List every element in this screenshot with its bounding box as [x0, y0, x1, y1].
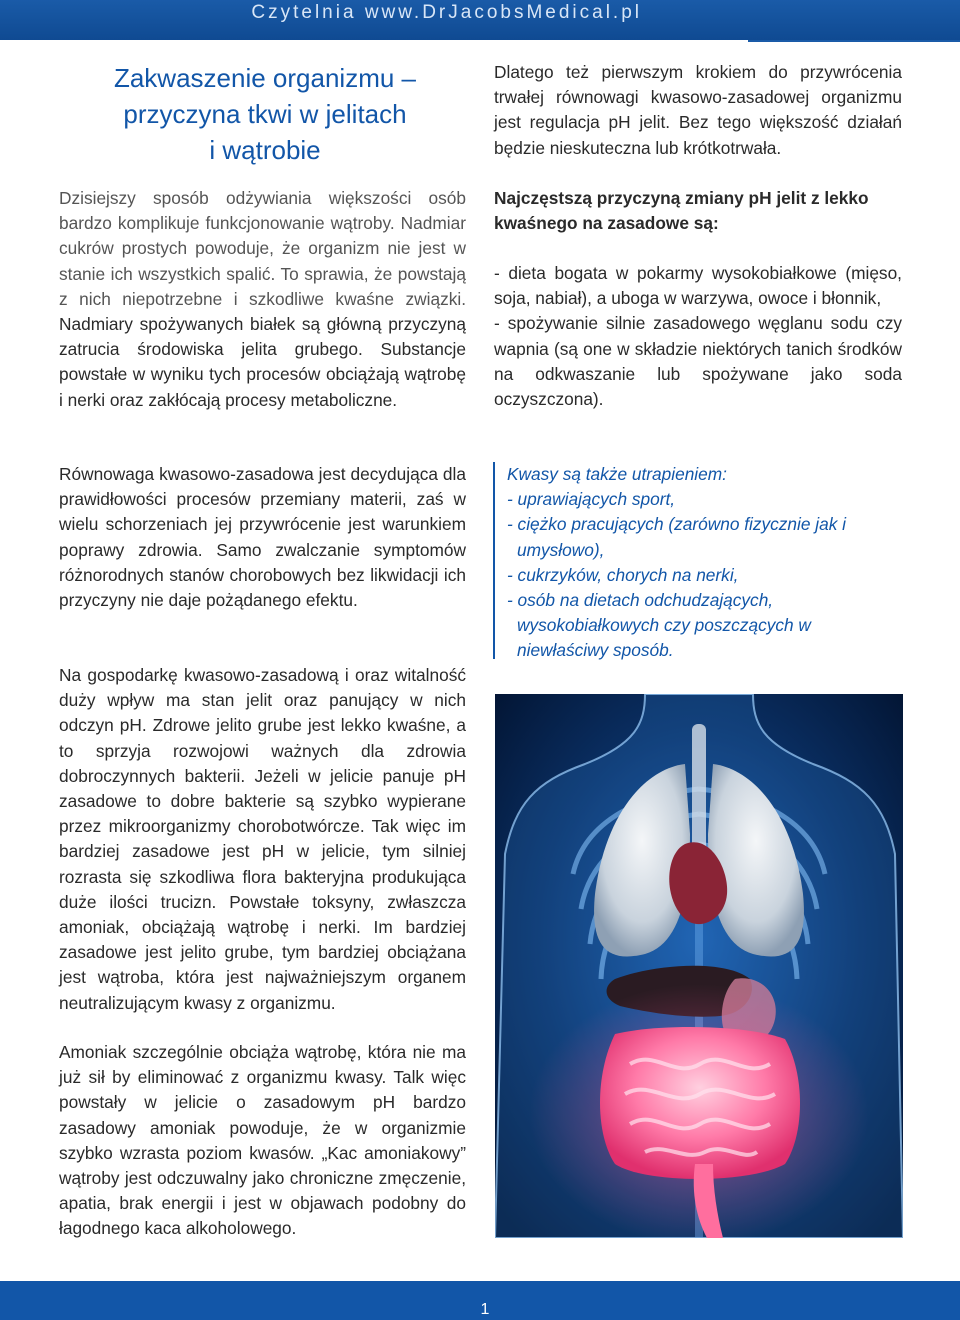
- title-line-2: przyczyna tkwi w jelitach: [123, 99, 407, 129]
- list-item: - dieta bogata w pokarmy wysokobiałkowe (mięso, soja, nabiał), a uboga w warzywa, owoce i błonnik,: [494, 263, 902, 309]
- site-url[interactable]: Czytelnia www.DrJacobsMedical.pl: [251, 2, 642, 23]
- first-step-paragraph: Dlatego też pierwszym krokiem do przywrócenia trwałej równowagi kwasowo-zasadowej organizmu jest regulacja pH jelit. Bez tego większość działań będzie nieskuteczna lub krótkotrwała.: [494, 62, 902, 158]
- page-number: 1: [480, 1301, 490, 1318]
- header-divider: [748, 40, 960, 42]
- list-item: - ciężko pracujących (zarówno fizycznie jak i umysłowo),: [507, 514, 847, 560]
- intro-paragraph-part-2: Nadmiary spożywanych białek są główną przyczyną zatrucia środowiska jelita grubego. Substancje powstałe w wyniku tych procesów obciążają wątrobę i nerki oraz zakłócają procesy metaboliczne.: [59, 314, 466, 410]
- header-bar: [0, 0, 960, 40]
- intro-paragraph-part-1: Dzisiejszy sposób odżywiania większości osób bardzo komplikuje funkcjonowanie wątroby. Nadmiar cukrów prostych powoduje, że organizm nie jest w stanie ich wszystkich spalić. To sprawia, że powstają z nich niepotrzebne i szkodliwe kwaśne związki.: [59, 188, 466, 309]
- article-title: [60, 60, 470, 168]
- causes-heading: Najczęstszą przyczyną zmiany pH jelit z lekko kwaśnego na zasadowe są:: [494, 188, 869, 234]
- ammonia-paragraph: Amoniak szczególnie obciąża wątrobę, która nie ma już sił by eliminować z organizmu kwasy. Talk więc powstały w jelicie o zasadowym pH bardzo zasadowy amoniak powoduje, że w organizmie szybko wzrasta poziom kwasów. „Kac amoniakowy” wątroby jest odczuwalny jako chroniczne zmęczenie, apatia, brak energii i jest w objawach podobny do łagodnego kaca alkoholowego.: [59, 1042, 466, 1239]
- title-line-1: Zakwaszenie organizmu –: [113, 63, 417, 93]
- list-item: - cukrzyków, chorych na nerki,: [507, 564, 739, 585]
- list-item: - uprawiających sport,: [507, 489, 676, 510]
- balance-paragraph: Równowaga kwasowo-zasadowa jest decydująca dla prawidłowości procesów przemiany materii, zaś w wielu schorzeniach jej przywrócenie jest warunkiem poprawy zdrowia. Samo zwalczanie symptomów różnorodnych stanów chorobowych bez likwidacji ich przyczyny nie daje pożądanego efektu.: [59, 464, 466, 611]
- note-list: [507, 487, 903, 663]
- intestines: [600, 1027, 800, 1179]
- sidebar-note: [493, 462, 903, 659]
- list-item: - spożywanie silnie zasadowego węglanu sodu czy wapnia (są one w składzie niektórych tanich środków na odkwaszanie lub spożywane jako soda oczyszczona).: [494, 313, 902, 410]
- anatomy-illustration: [495, 694, 903, 1238]
- causes-list: [494, 261, 902, 412]
- intro-paragraph: [59, 186, 466, 413]
- title-line-3: i wątrobie: [209, 135, 321, 165]
- list-item: - osób na dietach odchudzających, wysokobiałkowych czy poszczących w niewłaściwy sposób.: [507, 590, 811, 661]
- gut-ph-paragraph: Na gospodarkę kwasowo-zasadową i oraz witalność duży wpływ ma stan jelit oraz panujący w nich odczyn pH. Zdrowe jelito grube jest lekko kwaśne, a to sprzyja rozwojowi ważnych dla zdrowia dobroczynnych bakterii. Jeżeli w jelicie panuje pH zasadowe to dobre bakterie są szybko wypierane przez mikroorganizmy chorobotwórcze. Tak więc im bardziej zasadowe jest pH w jelicie, tym silniej rozrasta się szkodliwa flora bakteryjna produkująca duże ilości trucizn. Powstałe toksyny, zwłaszcza amoniak, obciążają wątrobę i nerki. Im bardziej zasadowe jest jelito grube, tym bardziej obciążana jest wątroba, która jest najważniejszym organem neutralizującym kwasy z organizmu.: [59, 665, 466, 1013]
- note-intro: Kwasy są także utrapieniem:: [507, 464, 727, 484]
